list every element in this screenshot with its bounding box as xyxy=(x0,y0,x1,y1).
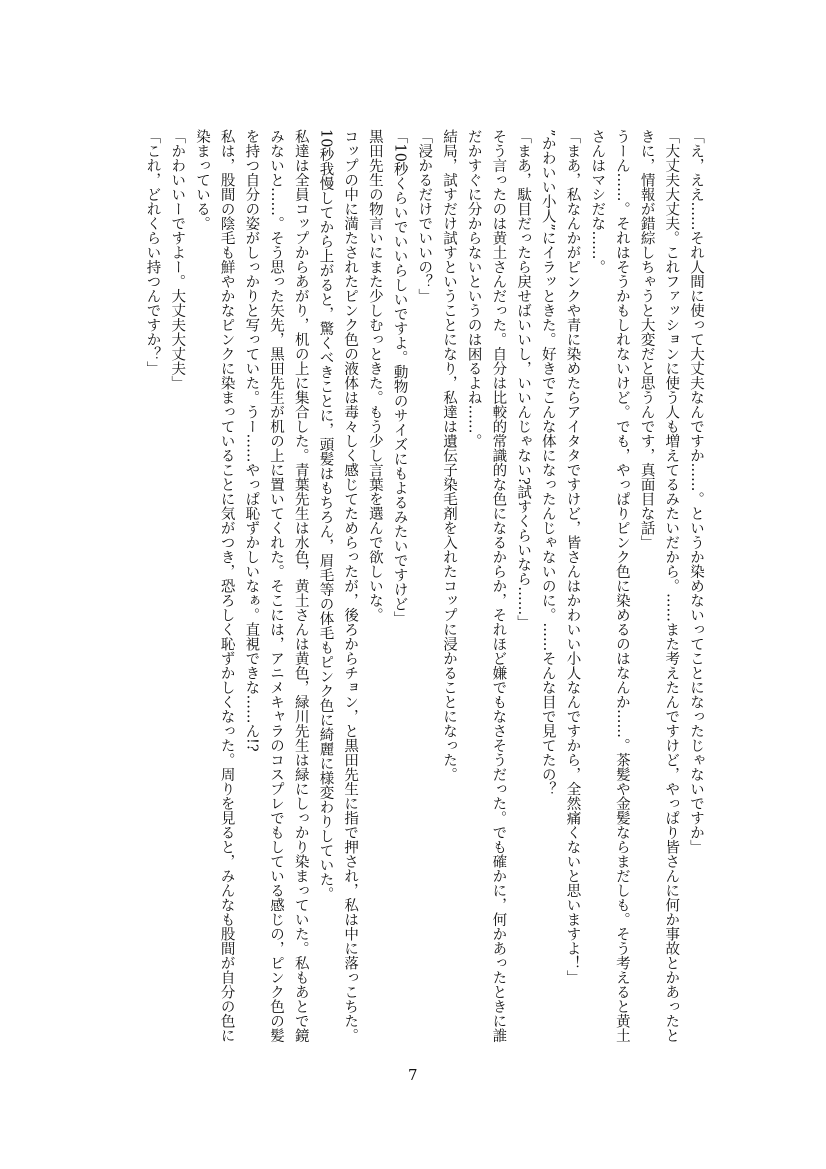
text-column: 私は，股間の陰毛も鮮やかなピンクに染まっていることに気がつき，恐ろしく恥ずかしくなった。周りを見ると，みんなも股間が自分の色に xyxy=(218,129,235,1043)
text-column: 「これ，どれくらい持つんですか？」 xyxy=(144,129,161,376)
text-column: 結局，試すだけ試すということになり，私達は遺伝子染毛剤を入れたコップに浸かることになった。 xyxy=(440,129,457,782)
text-column: 黒田先生の物言いにまた少しむっときた。もう少し言葉を選んで欲しいな。 xyxy=(366,129,383,622)
text-column: そう言ったのは黄土さんだった。自分は比較的常識的な色になるからか，それほど嫌でもなさそうだった。でも確かに，何かあったときに誰 xyxy=(490,129,507,1043)
vertical-text-body xyxy=(140,129,708,1064)
text-column: さんはマシだな……。 xyxy=(589,129,606,274)
text-column: うーん……。それはそうかもしれないけど。でも，やっぱりピンク色に染めるのはなんか……。茶髪や金髪ならまだしも。そう考えると黄土 xyxy=(613,129,630,1043)
text-column: 「大丈夫大丈夫。これファッションに使う人も増えてるみたいだから。……また考えたんですけど，やっぱり皆さんに何か事故とかあったと xyxy=(663,129,680,1043)
text-column: 「浸かるだけでいいの？」 xyxy=(416,129,433,303)
text-column: だかすぐに分からないというのは困るよね……。 xyxy=(465,129,482,448)
text-column: 「かわいいーですよー。大丈夫大丈夫」 xyxy=(169,129,186,390)
text-column: きに，情報が錯綜しちゃうと大変だと思うんです，真面目な話」 xyxy=(638,129,655,550)
text-column: コップの中に満たされたピンク色の液体は毒々しく感じてためらったが，後ろからチョン，と黒田先生に指で押され，私は中に落っこちた。 xyxy=(342,129,359,1043)
text-column: 「10秒くらいでいいらしいですよ。動物のサイズにもよるみたいですけど」 xyxy=(391,129,408,626)
text-column: 私達は全員コップからあがり，机の上に集合した。青葉先生は水色，黄土さんは黄色，緑川先生は緑にしっかり染まっていた。私もあとで鏡 xyxy=(292,129,309,1043)
text-column: みないと……。そう思った矢先，黒田先生が机の上に置いてくれた。そこには，アニメキャラのコスプレでもしている感じの，ピンク色の髪 xyxy=(268,129,285,1043)
text-column: 「まあ，駄目だったら戻せばいいし，いいんじゃない?試すくらいなら……」 xyxy=(515,129,532,630)
text-column: を持つ自分の姿がしっかりと写っていた。うー……やっぱ恥ずかしいなぁ。直視できな……ん!? xyxy=(243,129,260,752)
text-column: 染まっている。 xyxy=(193,129,210,231)
text-column: ”かわいい小人”にイラッときた。好きでこんな体になったんじゃないのに。……そんな目で見てたの？ xyxy=(539,129,556,797)
text-column: 「まあ，私なんかがピンクや青に染めたらアイタタですけど，皆さんはかわいい小人なんですから，全然痛くないと思いますよ！」 xyxy=(564,129,581,985)
text-column: 10秒我慢してから上がると，驚くべきことに，頭髪はもちろん，眉毛等の体毛もピンク色に綺麗に様変わりしていた。 xyxy=(317,129,334,902)
text-column: 「え，ええ……それ人間に使って大丈夫なんですか……。というか染めないってことになったじゃないですか」 xyxy=(688,129,704,854)
page-number: 7 xyxy=(408,1066,418,1084)
